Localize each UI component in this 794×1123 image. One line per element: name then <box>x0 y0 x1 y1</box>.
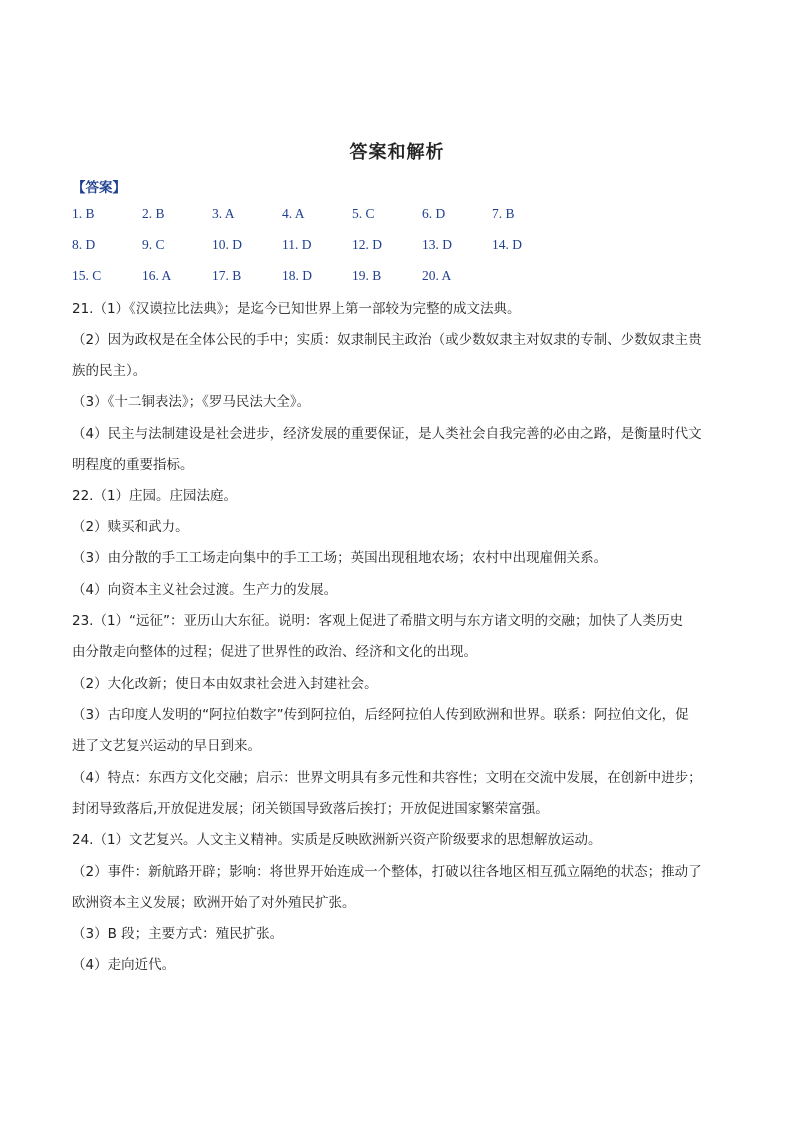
answer-item: 14. D <box>492 237 522 252</box>
explanation-line: （3）由分散的手工工场走向集中的手工工场；英国出现租地农场；农村中出现雇佣关系。 <box>72 550 608 566</box>
answer-item: 18. D <box>282 268 312 283</box>
answer-item: 8. D <box>72 237 96 252</box>
answer-item: 1. B <box>72 206 95 221</box>
answer-item: 6. D <box>422 206 446 221</box>
answer-item: 13. D <box>422 237 452 252</box>
answer-item: 16. A <box>142 268 172 283</box>
answer-item: 11. D <box>282 237 312 252</box>
explanation-line: 由分散走向整体的过程；促进了世界性的政治、经济和文化的出现。 <box>72 644 477 660</box>
answer-item: 2. B <box>142 206 165 221</box>
answer-item: 3. A <box>212 206 235 221</box>
answer-item: 9. C <box>142 237 165 252</box>
page-title: 答案和解析 <box>349 142 445 163</box>
answer-item: 10. D <box>212 237 242 252</box>
explanation-line: （3）古印度人发明的“阿拉伯数字”传到阿拉伯，后经阿拉伯人传到欧洲和世界。联系：阿拉伯文化，促 <box>72 707 689 723</box>
explanation-line: 21.（1）《汉谟拉比法典》；是迄今已知世界上第一部较为完整的成文法典。 <box>72 301 521 317</box>
answer-item: 12. D <box>352 237 382 252</box>
answer-item: 5. C <box>352 206 375 221</box>
answer-section-label: 【答案】 <box>72 180 126 196</box>
explanation-line: （4）走向近代。 <box>72 957 176 973</box>
explanation-line: 封闭导致落后,开放促进发展；闭关锁国导致落后挨打；开放促进国家繁荣富强。 <box>72 801 549 817</box>
explanation-line: （3）《十二铜表法》；《罗马民法大全》。 <box>72 394 311 410</box>
explanation-line: 23.（1）“远征”：亚历山大东征。说明：客观上促进了希腊文明与东方诸文明的交融；加快了人类历史 <box>72 613 684 629</box>
explanation-line: 进了文艺复兴运动的早日到来。 <box>72 738 261 754</box>
explanation-line: 族的民主）。 <box>72 363 147 379</box>
explanation-line: 欧洲资本主义发展；欧洲开始了对外殖民扩张。 <box>72 895 356 911</box>
explanation-line: （4）民主与法制建设是社会进步，经济发展的重要保证，是人类社会自我完善的必由之路，是衡量时代文 <box>72 426 702 442</box>
explanation-line: 明程度的重要指标。 <box>72 457 194 473</box>
explanation-line: 22.（1）庄园。庄园法庭。 <box>72 488 238 504</box>
explanation-line: （3）B 段；主要方式：殖民扩张。 <box>72 926 284 942</box>
answer-item: 17. B <box>212 268 242 283</box>
explanation-line: （2）大化改新；使日本由奴隶社会进入封建社会。 <box>72 676 378 692</box>
explanation-line: （4）特点：东西方文化交融；启示：世界文明具有多元性和共容性；文明在交流中发展，在创新中进步； <box>72 770 702 786</box>
explanation-line: （4）向资本主义社会过渡。生产力的发展。 <box>72 582 338 598</box>
answer-item: 7. B <box>492 206 515 221</box>
answer-item: 4. A <box>282 206 305 221</box>
answer-item: 15. C <box>72 268 102 283</box>
explanation-line: （2）事件：新航路开辟；影响：将世界开始连成一个整体，打破以往各地区相互孤立隔绝的状态；推动了 <box>72 864 702 880</box>
explanation-line: （2）赎买和武力。 <box>72 519 189 535</box>
answer-item: 20. A <box>422 268 452 283</box>
explanation-line: 24.（1）文艺复兴。人文主义精神。实质是反映欧洲新兴资产阶级要求的思想解放运动。 <box>72 832 602 848</box>
explanation-line: （2）因为政权是在全体公民的手中；实质：奴隶制民主政治（或少数奴隶主对奴隶的专制、少数奴隶主贵 <box>72 332 702 348</box>
answer-item: 19. B <box>352 268 382 283</box>
